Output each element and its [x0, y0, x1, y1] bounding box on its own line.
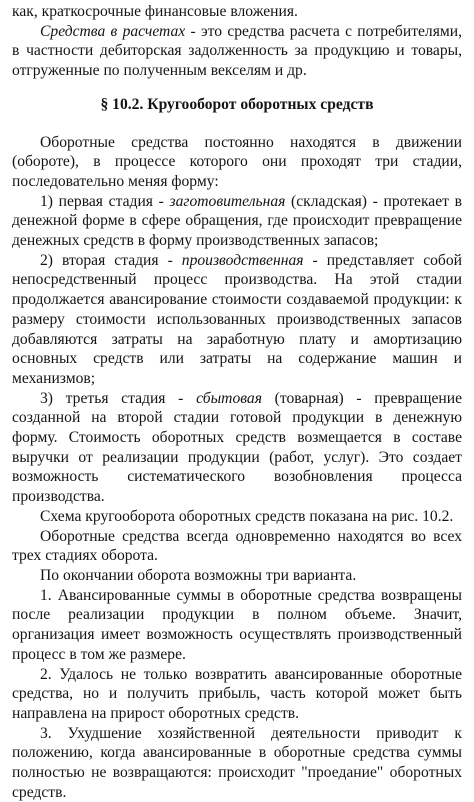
- stage-3-lead: 3) третья стадия -: [40, 389, 197, 407]
- term-procurement: заготовительная: [169, 192, 286, 210]
- list-item-stage-1: [12, 192, 462, 251]
- paragraph-continuation: как, краткосрочные финансовые вложения.: [12, 3, 298, 20]
- paragraph-variant-3: 3. Ухудшение хозяйственной деятельности приводит к положению, когда авансированные в оборотные средства суммы полностью не возвращаются: происходит "проедание" оборотных средств.: [12, 724, 462, 801]
- stage-2-text: - представляет собой непосредственный процесс производства. На этой стадии продолжается авансирование стоимости создаваемой продукции: к размеру стоимости использованных производственных запасов добавляются затраты на заработную плату и амортизацию основных средств или затраты на содержание машин и механизмов;: [12, 251, 462, 387]
- paragraph-figure-ref: Схема кругооборота оборотных средств показана на рис. 10.2.: [40, 507, 454, 525]
- paragraph-settlement-funds: [12, 22, 462, 81]
- stage-1-lead: 1) первая стадия -: [40, 192, 170, 210]
- term-settlement-funds: Средства в расчетах: [40, 22, 186, 40]
- term-production: производственная: [181, 251, 304, 269]
- stage-1-text: (складская) - протекает в денежной форме в сфере обращения, где происходит превращение денежных средств в форму производственных запасов;: [12, 192, 462, 250]
- paragraph-intro: Оборотные средства постоянно находятся в движении (обороте), в процессе которого они проходят три стадии, последовательно меняя форму:: [12, 133, 462, 190]
- section-heading: § 10.2. Кругооборот оборотных средств: [100, 95, 374, 113]
- paragraph-variant-1: 1. Авансированные суммы в оборотные средства возвращены после реализации продукции в полном объеме. Значит, организация имеет возможность осуществлять производственный процесс в том же размере.: [12, 586, 462, 663]
- paragraph-three-variants: По окончании оборота возможны три варианта.: [40, 566, 357, 584]
- paragraph-settlement-funds-text: - это средства расчета с потребителями, в частности дебиторская задолженность за продукцию и товары, отгруженные по полученным векселям и др.: [12, 22, 462, 80]
- list-item-stage-3: [12, 389, 462, 507]
- stage-2-lead: 2) вторая стадия -: [40, 251, 182, 269]
- paragraph-all-stages: Оборотные средства всегда одновременно находятся во всех трех стадиях оборота.: [12, 527, 462, 565]
- paragraph-variant-2: 2. Удалось не только возвратить авансированные оборотные средства, но и получить прибыль, часть которой может быть направлена на прирост оборотных средств.: [12, 665, 462, 722]
- list-item-stage-2: [12, 251, 462, 389]
- stage-3-text: (товарная) - превращение созданной на второй стадии готовой продукции в денежную форму. Стоимость оборотных средств возмещается в составе выручки от реализации продукции (работ, услуг). Это создает возможность систематического возобновления процесса производства.: [12, 389, 462, 506]
- term-sales: сбытовая: [196, 389, 262, 407]
